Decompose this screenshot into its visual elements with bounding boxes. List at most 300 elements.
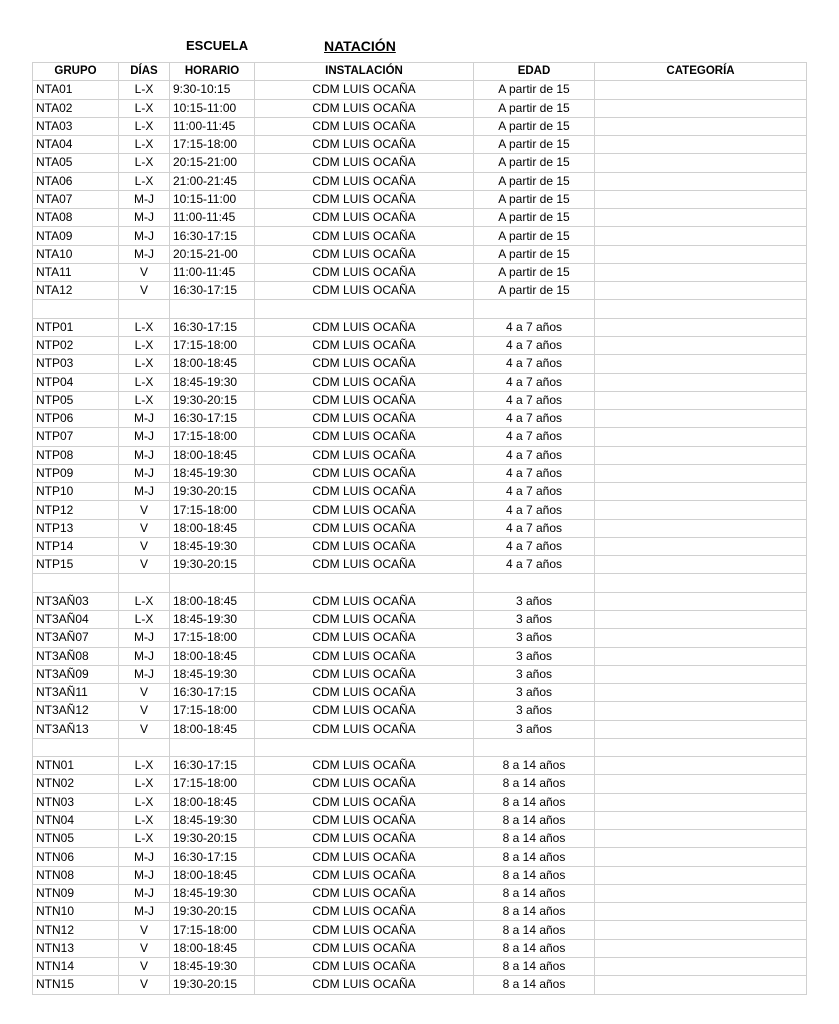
edad-cell: A partir de 15	[474, 263, 595, 281]
grupo-cell: NTN08	[33, 866, 119, 884]
grupo-cell: NTP06	[33, 410, 119, 428]
instalacion-cell: CDM LUIS OCAÑA	[255, 556, 474, 574]
categoria-cell	[595, 282, 807, 300]
instalacion-cell: CDM LUIS OCAÑA	[255, 117, 474, 135]
horario-cell: 17:15-18:00	[170, 136, 255, 154]
edad-cell: 4 a 7 años	[474, 501, 595, 519]
instalacion-cell: CDM LUIS OCAÑA	[255, 519, 474, 537]
edad-cell: 8 a 14 años	[474, 811, 595, 829]
table-row	[33, 373, 807, 391]
categoria-cell	[595, 629, 807, 647]
column-header-categoria: CATEGORÍA	[595, 63, 807, 81]
table-row	[33, 263, 807, 281]
horario-cell: 17:15-18:00	[170, 921, 255, 939]
table-row	[33, 647, 807, 665]
instalacion-cell: CDM LUIS OCAÑA	[255, 81, 474, 99]
categoria-cell	[595, 428, 807, 446]
horario-cell: 10:15-11:00	[170, 190, 255, 208]
edad-cell: 4 a 7 años	[474, 410, 595, 428]
table-row	[33, 738, 807, 756]
categoria-cell	[595, 336, 807, 354]
dias-cell: V	[119, 282, 170, 300]
instalacion-cell: CDM LUIS OCAÑA	[255, 830, 474, 848]
dias-cell: V	[119, 958, 170, 976]
categoria-cell	[595, 574, 807, 592]
grupo-cell: NTN04	[33, 811, 119, 829]
edad-cell: 8 a 14 años	[474, 793, 595, 811]
categoria-cell	[595, 738, 807, 756]
instalacion-cell: CDM LUIS OCAÑA	[255, 245, 474, 263]
horario-cell: 17:15-18:00	[170, 501, 255, 519]
grupo-cell: NTP08	[33, 446, 119, 464]
dias-cell: L-X	[119, 81, 170, 99]
table-row	[33, 391, 807, 409]
grupo-cell: NT3AÑ03	[33, 592, 119, 610]
horario-cell: 18:00-18:45	[170, 519, 255, 537]
instalacion-cell: CDM LUIS OCAÑA	[255, 610, 474, 628]
categoria-cell	[595, 154, 807, 172]
table-row	[33, 300, 807, 318]
instalacion-cell: CDM LUIS OCAÑA	[255, 775, 474, 793]
horario-cell: 18:00-18:45	[170, 720, 255, 738]
table-row	[33, 610, 807, 628]
edad-cell: 8 a 14 años	[474, 830, 595, 848]
categoria-cell	[595, 117, 807, 135]
horario-cell: 19:30-20:15	[170, 976, 255, 994]
dias-cell: L-X	[119, 610, 170, 628]
grupo-cell: NT3AÑ07	[33, 629, 119, 647]
horario-cell	[170, 300, 255, 318]
instalacion-cell: CDM LUIS OCAÑA	[255, 665, 474, 683]
table-row	[33, 136, 807, 154]
dias-cell: L-X	[119, 793, 170, 811]
dias-cell: M-J	[119, 903, 170, 921]
categoria-cell	[595, 903, 807, 921]
horario-cell: 16:30-17:15	[170, 757, 255, 775]
horario-cell: 21:00-21:45	[170, 172, 255, 190]
edad-cell	[474, 300, 595, 318]
dias-cell: L-X	[119, 172, 170, 190]
dias-cell: L-X	[119, 99, 170, 117]
edad-cell: A partir de 15	[474, 99, 595, 117]
categoria-cell	[595, 537, 807, 555]
grupo-cell: NTP05	[33, 391, 119, 409]
categoria-cell	[595, 848, 807, 866]
instalacion-cell: CDM LUIS OCAÑA	[255, 99, 474, 117]
dias-cell: V	[119, 263, 170, 281]
dias-cell: L-X	[119, 373, 170, 391]
horario-cell	[170, 738, 255, 756]
edad-cell: 8 a 14 años	[474, 939, 595, 957]
edad-cell: 4 a 7 años	[474, 483, 595, 501]
grupo-cell: NTA08	[33, 209, 119, 227]
horario-cell: 9:30-10:15	[170, 81, 255, 99]
categoria-cell	[595, 483, 807, 501]
header-row	[33, 63, 807, 81]
horario-cell: 10:15-11:00	[170, 99, 255, 117]
grupo-cell: NT3AÑ11	[33, 684, 119, 702]
table-row	[33, 318, 807, 336]
horario-cell: 19:30-20:15	[170, 556, 255, 574]
edad-cell: 8 a 14 años	[474, 775, 595, 793]
dias-cell: M-J	[119, 428, 170, 446]
categoria-cell	[595, 318, 807, 336]
edad-cell: 4 a 7 años	[474, 336, 595, 354]
categoria-cell	[595, 391, 807, 409]
table-row	[33, 720, 807, 738]
grupo-cell: NTP12	[33, 501, 119, 519]
horario-cell	[170, 574, 255, 592]
grupo-cell: NTA06	[33, 172, 119, 190]
categoria-cell	[595, 610, 807, 628]
instalacion-cell: CDM LUIS OCAÑA	[255, 483, 474, 501]
horario-cell: 11:00-11:45	[170, 263, 255, 281]
horario-cell: 18:45-19:30	[170, 811, 255, 829]
grupo-cell	[33, 738, 119, 756]
grupo-cell: NTP10	[33, 483, 119, 501]
categoria-cell	[595, 665, 807, 683]
grupo-cell: NTN10	[33, 903, 119, 921]
table-row	[33, 574, 807, 592]
categoria-cell	[595, 921, 807, 939]
dias-cell: M-J	[119, 209, 170, 227]
grupo-cell: NT3AÑ12	[33, 702, 119, 720]
horario-cell: 18:45-19:30	[170, 373, 255, 391]
edad-cell: A partir de 15	[474, 245, 595, 263]
grupo-cell: NTP02	[33, 336, 119, 354]
horario-cell: 18:45-19:30	[170, 665, 255, 683]
dias-cell: L-X	[119, 136, 170, 154]
grupo-cell: NT3AÑ04	[33, 610, 119, 628]
edad-cell: 4 a 7 años	[474, 428, 595, 446]
dias-cell: V	[119, 976, 170, 994]
edad-cell: 4 a 7 años	[474, 446, 595, 464]
horario-cell: 18:00-18:45	[170, 592, 255, 610]
horario-cell: 19:30-20:15	[170, 391, 255, 409]
column-header-edad: EDAD	[474, 63, 595, 81]
horario-cell: 16:30-17:15	[170, 684, 255, 702]
grupo-cell: NTP09	[33, 464, 119, 482]
edad-cell: 8 a 14 años	[474, 903, 595, 921]
schedule-body	[33, 81, 807, 994]
grupo-cell: NTP14	[33, 537, 119, 555]
dias-cell: M-J	[119, 647, 170, 665]
instalacion-cell: CDM LUIS OCAÑA	[255, 976, 474, 994]
dias-cell: V	[119, 684, 170, 702]
instalacion-cell: CDM LUIS OCAÑA	[255, 884, 474, 902]
column-header-horario: HORARIO	[170, 63, 255, 81]
edad-cell: 4 a 7 años	[474, 355, 595, 373]
edad-cell: 3 años	[474, 720, 595, 738]
grupo-cell: NTP01	[33, 318, 119, 336]
table-row	[33, 884, 807, 902]
edad-cell: A partir de 15	[474, 154, 595, 172]
instalacion-cell: CDM LUIS OCAÑA	[255, 757, 474, 775]
edad-cell: 8 a 14 años	[474, 958, 595, 976]
dias-cell: L-X	[119, 154, 170, 172]
grupo-cell: NTA10	[33, 245, 119, 263]
dias-cell: L-X	[119, 391, 170, 409]
school-label: ESCUELA	[186, 38, 249, 53]
instalacion-cell: CDM LUIS OCAÑA	[255, 282, 474, 300]
table-row	[33, 355, 807, 373]
categoria-cell	[595, 939, 807, 957]
edad-cell: A partir de 15	[474, 190, 595, 208]
table-row	[33, 629, 807, 647]
grupo-cell: NTA04	[33, 136, 119, 154]
grupo-cell: NTN15	[33, 976, 119, 994]
dias-cell: L-X	[119, 336, 170, 354]
table-row	[33, 665, 807, 683]
grupo-cell: NTN06	[33, 848, 119, 866]
categoria-cell	[595, 190, 807, 208]
horario-cell: 18:45-19:30	[170, 610, 255, 628]
instalacion-cell: CDM LUIS OCAÑA	[255, 446, 474, 464]
grupo-cell: NT3AÑ08	[33, 647, 119, 665]
categoria-cell	[595, 519, 807, 537]
table-row	[33, 117, 807, 135]
dias-cell: L-X	[119, 117, 170, 135]
edad-cell: 8 a 14 años	[474, 884, 595, 902]
table-row	[33, 556, 807, 574]
grupo-cell: NTP13	[33, 519, 119, 537]
edad-cell: 8 a 14 años	[474, 757, 595, 775]
dias-cell: L-X	[119, 355, 170, 373]
horario-cell: 18:45-19:30	[170, 958, 255, 976]
categoria-cell	[595, 464, 807, 482]
instalacion-cell: CDM LUIS OCAÑA	[255, 373, 474, 391]
categoria-cell	[595, 592, 807, 610]
dias-cell: M-J	[119, 410, 170, 428]
dias-cell	[119, 574, 170, 592]
edad-cell: 3 años	[474, 610, 595, 628]
edad-cell: A partir de 15	[474, 209, 595, 227]
instalacion-cell: CDM LUIS OCAÑA	[255, 209, 474, 227]
instalacion-cell: CDM LUIS OCAÑA	[255, 172, 474, 190]
grupo-cell: NTA02	[33, 99, 119, 117]
dias-cell: M-J	[119, 227, 170, 245]
grupo-cell: NTA03	[33, 117, 119, 135]
categoria-cell	[595, 757, 807, 775]
edad-cell: 4 a 7 años	[474, 318, 595, 336]
table-row	[33, 81, 807, 99]
categoria-cell	[595, 172, 807, 190]
instalacion-cell: CDM LUIS OCAÑA	[255, 903, 474, 921]
instalacion-cell: CDM LUIS OCAÑA	[255, 592, 474, 610]
categoria-cell	[595, 958, 807, 976]
instalacion-cell: CDM LUIS OCAÑA	[255, 702, 474, 720]
edad-cell: A partir de 15	[474, 136, 595, 154]
table-row	[33, 227, 807, 245]
table-row	[33, 190, 807, 208]
grupo-cell: NT3AÑ13	[33, 720, 119, 738]
grupo-cell: NTN01	[33, 757, 119, 775]
dias-cell: V	[119, 501, 170, 519]
horario-cell: 18:45-19:30	[170, 464, 255, 482]
grupo-cell: NTA11	[33, 263, 119, 281]
edad-cell: 3 años	[474, 665, 595, 683]
table-row	[33, 483, 807, 501]
table-row	[33, 209, 807, 227]
horario-cell: 16:30-17:15	[170, 227, 255, 245]
horario-cell: 18:00-18:45	[170, 647, 255, 665]
grupo-cell: NTA01	[33, 81, 119, 99]
table-row	[33, 939, 807, 957]
table-row	[33, 501, 807, 519]
grupo-cell: NTP03	[33, 355, 119, 373]
edad-cell: 8 a 14 años	[474, 921, 595, 939]
categoria-cell	[595, 209, 807, 227]
dias-cell: V	[119, 702, 170, 720]
dias-cell: V	[119, 519, 170, 537]
horario-cell: 17:15-18:00	[170, 702, 255, 720]
table-row	[33, 702, 807, 720]
instalacion-cell: CDM LUIS OCAÑA	[255, 391, 474, 409]
edad-cell	[474, 574, 595, 592]
categoria-cell	[595, 99, 807, 117]
categoria-cell	[595, 556, 807, 574]
horario-cell: 18:00-18:45	[170, 939, 255, 957]
table-row	[33, 446, 807, 464]
categoria-cell	[595, 702, 807, 720]
categoria-cell	[595, 830, 807, 848]
table-row	[33, 976, 807, 994]
table-row	[33, 245, 807, 263]
grupo-cell: NTN02	[33, 775, 119, 793]
categoria-cell	[595, 136, 807, 154]
table-row	[33, 464, 807, 482]
table-row	[33, 336, 807, 354]
edad-cell: A partir de 15	[474, 117, 595, 135]
grupo-cell: NTP04	[33, 373, 119, 391]
dias-cell: L-X	[119, 757, 170, 775]
categoria-cell	[595, 410, 807, 428]
dias-cell: M-J	[119, 245, 170, 263]
edad-cell: 8 a 14 años	[474, 976, 595, 994]
grupo-cell: NT3AÑ09	[33, 665, 119, 683]
instalacion-cell: CDM LUIS OCAÑA	[255, 501, 474, 519]
instalacion-cell: CDM LUIS OCAÑA	[255, 428, 474, 446]
instalacion-cell: CDM LUIS OCAÑA	[255, 866, 474, 884]
dias-cell: M-J	[119, 446, 170, 464]
dias-cell	[119, 300, 170, 318]
horario-cell: 18:00-18:45	[170, 355, 255, 373]
dias-cell: M-J	[119, 884, 170, 902]
dias-cell: V	[119, 537, 170, 555]
edad-cell	[474, 738, 595, 756]
table-row	[33, 154, 807, 172]
table-row	[33, 519, 807, 537]
horario-cell: 19:30-20:15	[170, 830, 255, 848]
instalacion-cell: CDM LUIS OCAÑA	[255, 793, 474, 811]
table-row	[33, 903, 807, 921]
dias-cell: M-J	[119, 848, 170, 866]
table-row	[33, 866, 807, 884]
categoria-cell	[595, 684, 807, 702]
grupo-cell: NTN12	[33, 921, 119, 939]
instalacion-cell: CDM LUIS OCAÑA	[255, 154, 474, 172]
dias-cell: M-J	[119, 866, 170, 884]
horario-cell: 18:00-18:45	[170, 866, 255, 884]
grupo-cell: NTN05	[33, 830, 119, 848]
column-header-instalacion: INSTALACIÓN	[255, 63, 474, 81]
instalacion-cell: CDM LUIS OCAÑA	[255, 318, 474, 336]
grupo-cell: NTA12	[33, 282, 119, 300]
horario-cell: 16:30-17:15	[170, 848, 255, 866]
grupo-cell	[33, 300, 119, 318]
dias-cell: M-J	[119, 464, 170, 482]
horario-cell: 19:30-20:15	[170, 903, 255, 921]
categoria-cell	[595, 227, 807, 245]
grupo-cell	[33, 574, 119, 592]
instalacion-cell: CDM LUIS OCAÑA	[255, 227, 474, 245]
table-row	[33, 99, 807, 117]
edad-cell: 3 años	[474, 647, 595, 665]
column-header-grupo: GRUPO	[33, 63, 119, 81]
dias-cell: V	[119, 939, 170, 957]
instalacion-cell: CDM LUIS OCAÑA	[255, 355, 474, 373]
categoria-cell	[595, 775, 807, 793]
horario-cell: 16:30-17:15	[170, 318, 255, 336]
dias-cell: M-J	[119, 190, 170, 208]
grupo-cell: NTN13	[33, 939, 119, 957]
horario-cell: 18:00-18:45	[170, 793, 255, 811]
edad-cell: A partir de 15	[474, 282, 595, 300]
categoria-cell	[595, 647, 807, 665]
categoria-cell	[595, 263, 807, 281]
instalacion-cell: CDM LUIS OCAÑA	[255, 921, 474, 939]
edad-cell: A partir de 15	[474, 227, 595, 245]
instalacion-cell: CDM LUIS OCAÑA	[255, 684, 474, 702]
table-row	[33, 921, 807, 939]
horario-cell: 17:15-18:00	[170, 629, 255, 647]
table-row	[33, 172, 807, 190]
grupo-cell: NTA07	[33, 190, 119, 208]
column-header-dias: DÍAS	[119, 63, 170, 81]
categoria-cell	[595, 373, 807, 391]
horario-cell: 18:00-18:45	[170, 446, 255, 464]
horario-cell: 20:15-21-00	[170, 245, 255, 263]
table-row	[33, 684, 807, 702]
categoria-cell	[595, 866, 807, 884]
schedule-table	[32, 62, 807, 995]
edad-cell: 3 años	[474, 592, 595, 610]
edad-cell: 4 a 7 años	[474, 556, 595, 574]
instalacion-cell: CDM LUIS OCAÑA	[255, 720, 474, 738]
instalacion-cell: CDM LUIS OCAÑA	[255, 336, 474, 354]
instalacion-cell: CDM LUIS OCAÑA	[255, 464, 474, 482]
horario-cell: 16:30-17:15	[170, 282, 255, 300]
dias-cell: L-X	[119, 775, 170, 793]
dias-cell: L-X	[119, 318, 170, 336]
edad-cell: 4 a 7 años	[474, 464, 595, 482]
edad-cell: A partir de 15	[474, 81, 595, 99]
instalacion-cell: CDM LUIS OCAÑA	[255, 939, 474, 957]
grupo-cell: NTP07	[33, 428, 119, 446]
instalacion-cell: CDM LUIS OCAÑA	[255, 848, 474, 866]
horario-cell: 19:30-20:15	[170, 483, 255, 501]
edad-cell: 4 a 7 años	[474, 519, 595, 537]
table-row	[33, 410, 807, 428]
grupo-cell: NTN03	[33, 793, 119, 811]
instalacion-cell: CDM LUIS OCAÑA	[255, 190, 474, 208]
edad-cell: 4 a 7 años	[474, 391, 595, 409]
edad-cell: 4 a 7 años	[474, 373, 595, 391]
subject-title: NATACIÓN	[324, 38, 396, 54]
dias-cell: L-X	[119, 811, 170, 829]
grupo-cell: NTA05	[33, 154, 119, 172]
table-row	[33, 775, 807, 793]
